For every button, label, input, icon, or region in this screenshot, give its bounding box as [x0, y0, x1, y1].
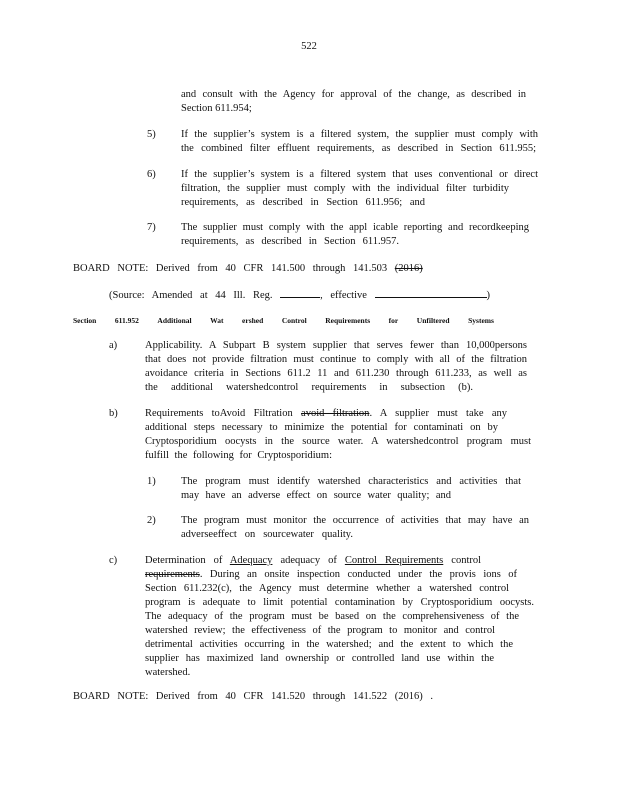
source-prefix: (Source: Amended at 44 Ill. Reg.	[109, 290, 273, 301]
para-c-line: program is adequate to limit potential contamination by Cryptosporidium oocysts.	[145, 597, 534, 608]
para-b-number: b)	[109, 408, 118, 419]
item-4-continuation-line: Section 611.954;	[181, 103, 252, 114]
board-note-text: BOARD NOTE: Derived from 40 CFR 141.500 through 141.503	[73, 263, 388, 274]
para-b2-number: 2)	[147, 515, 156, 526]
item-6-number: 6)	[147, 169, 156, 180]
section-header-word: ershed	[242, 316, 264, 325]
struck-text: avoid filtration	[301, 408, 370, 419]
item-5-line: the combined filter effluent requirements, as described in Section 611.955;	[181, 143, 536, 154]
section-header-word: Additional	[157, 316, 192, 325]
item-7-line: The supplier must comply with the appl icable reporting and recordkeeping	[181, 222, 529, 233]
section-header-word: Systems	[468, 316, 494, 325]
inserted-text: Adequacy	[229, 555, 273, 566]
para-c-line	[145, 568, 517, 582]
para-c-text: adequacy of	[280, 555, 337, 566]
para-c-line: Section 611.232(c), the Agency must determine whether a watershed control	[145, 583, 509, 594]
item-6-line: requirements, as described in Section 611.956; and	[181, 197, 425, 208]
para-b2-line: The program must monitor the occurrence of activities that may have an	[181, 515, 529, 526]
para-c-line: detrimental activities occurring in the watershed; and the extent to which the	[145, 639, 513, 650]
para-b1-number: 1)	[147, 476, 156, 487]
section-header-word: Wat	[210, 316, 224, 325]
source-end: )	[486, 290, 491, 301]
para-a-number: a)	[109, 340, 118, 351]
section-header-word: 611.952	[114, 316, 139, 325]
para-b-line: Cryptosporidium oocysts in the source water. A watershedcontrol program must	[145, 436, 531, 447]
para-a-line: the additional watershedcontrol requirements in subsection (b).	[145, 382, 473, 393]
para-a-line: that does not provide filtration must continue to comply with all of the filtration	[145, 354, 527, 365]
para-a-line: avoidance criteria in Sections 611.2 11 and 611.230 through 611.233, as well as	[145, 368, 527, 379]
item-6-line: If the supplier’s system is a filtered system that uses conventional or direct	[181, 169, 538, 180]
para-c-line: supplier has maximized land ownership or controlled land use within the	[145, 653, 494, 664]
item-7-number: 7)	[147, 222, 156, 233]
para-c-text: control	[451, 555, 482, 566]
struck-year: (2016)	[394, 263, 423, 274]
para-b-line1-rest: . A supplier must take any	[369, 408, 508, 419]
struck-text: requirements	[145, 569, 200, 580]
para-a-line: Applicability. A Subpart B system supplier that serves fewer than 10,000persons	[145, 340, 527, 351]
para-c-number: c)	[109, 555, 118, 566]
section-header-word: Control	[281, 316, 307, 325]
board-note-derived: BOARD NOTE: Derived from 40 CFR 141.520 through 141.522 (2016) .	[73, 691, 434, 702]
item-6-line: filtration, the supplier must comply with the individual filter turbidity	[181, 183, 509, 194]
item-5-number: 5)	[147, 129, 156, 140]
para-c-heading: Determination of	[145, 555, 223, 566]
para-b-line	[145, 407, 507, 421]
para-c-line: watershed review; the effectiveness of the program to monitor and control	[145, 625, 495, 636]
section-header	[73, 314, 494, 328]
section-header-word: for	[388, 316, 399, 325]
para-c-line: The adequacy of the program must be based on the comprehensiveness of the	[145, 611, 519, 622]
inserted-text: Control Requirements	[344, 555, 444, 566]
para-c-line: watershed.	[145, 667, 191, 678]
effective-date-blank	[375, 287, 487, 298]
page-number: 522	[301, 41, 317, 52]
para-c-line2-rest: . During an onsite inspection conducted under the provis ions of	[199, 569, 517, 580]
item-5-line: If the supplier’s system is a filtered system, the supplier must comply with	[181, 129, 538, 140]
para-b-line: additional steps necessary to minimize the potential for contaminati on by	[145, 422, 498, 433]
para-b2-line: adverseeffect on sourcewater quality.	[181, 529, 353, 540]
para-b1-line: may have an adverse effect on source water quality; and	[181, 490, 451, 501]
section-header-word: Requirements	[325, 316, 371, 325]
board-note-derived	[73, 262, 423, 276]
source-middle: , effective	[320, 290, 367, 301]
item-4-continuation-line: and consult with the Agency for approval of the change, as described in	[181, 89, 526, 100]
register-page-blank	[280, 287, 320, 298]
section-header-word: Section	[73, 316, 97, 325]
source-note	[109, 287, 490, 303]
para-b-heading: Requirements toAvoid Filtration	[145, 408, 293, 419]
item-7-line: requirements, as described in Section 611.957.	[181, 236, 399, 247]
section-header-word: Unfiltered	[416, 316, 450, 325]
para-b1-line: The program must identify watershed characteristics and activities that	[181, 476, 521, 487]
para-b-line: fulfill the following for Cryptosporidium:	[145, 450, 332, 461]
para-c-line	[145, 554, 481, 568]
